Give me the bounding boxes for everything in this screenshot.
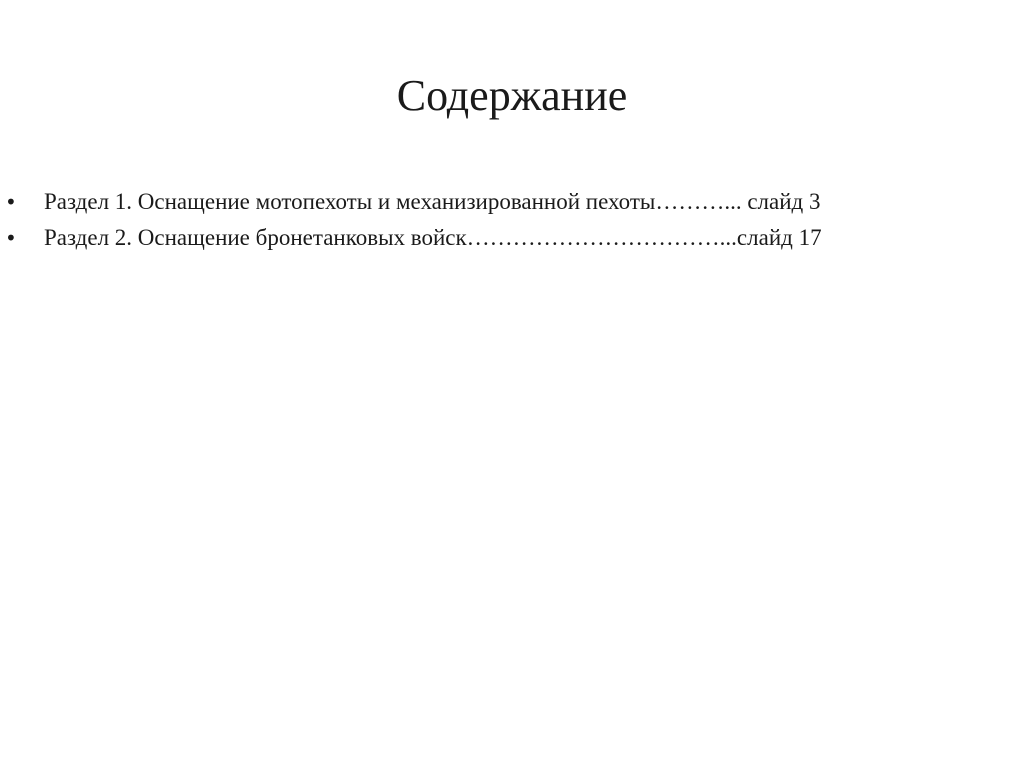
slide-title: Содержание — [396, 71, 628, 120]
toc-item-label: Раздел 1. Оснащение мотопехоты и механизированной пехоты………... слайд 3 — [44, 189, 821, 214]
bullet-icon: • — [5, 190, 17, 214]
bullet-icon: • — [5, 226, 17, 250]
toc-item-section-1 — [0, 182, 1024, 222]
toc-item-section-2 — [0, 218, 1024, 258]
toc-item-label: Раздел 2. Оснащение бронетанковых войск……………………………...слайд 17 — [44, 225, 822, 250]
table-of-contents — [0, 181, 1024, 261]
